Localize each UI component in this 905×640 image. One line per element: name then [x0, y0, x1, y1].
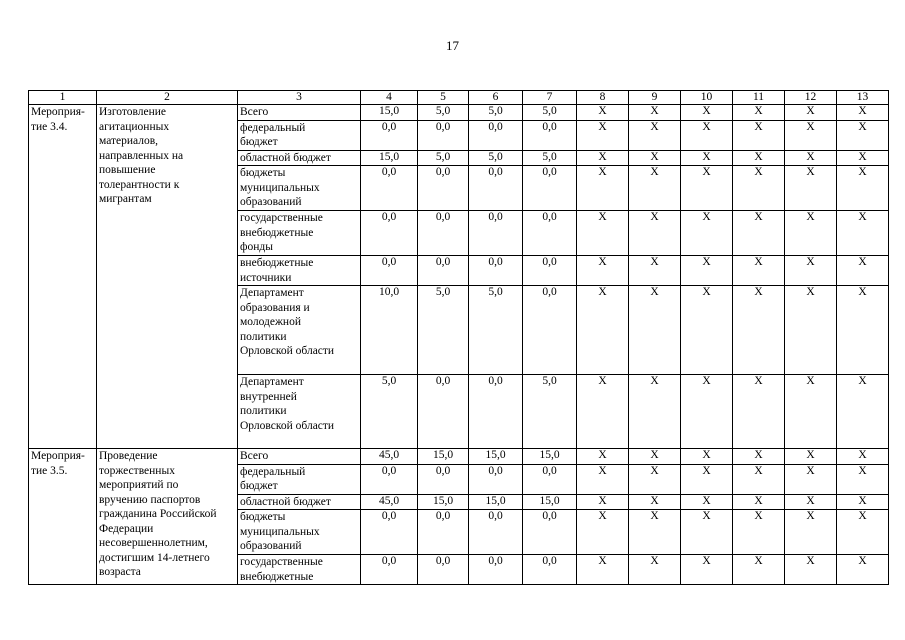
amount-cell — [418, 150, 469, 166]
x-mark: X — [650, 256, 659, 268]
x-mark-cell — [785, 375, 837, 449]
amount-value: 0,0 — [435, 256, 451, 268]
x-mark-cell — [733, 256, 785, 286]
x-mark-cell — [629, 105, 681, 121]
x-mark-cell — [785, 555, 837, 585]
x-mark: X — [598, 211, 607, 223]
amount-cell — [523, 555, 577, 585]
x-mark-cell — [629, 464, 681, 494]
amount-value: 15,0 — [485, 449, 506, 461]
x-mark: X — [650, 449, 659, 461]
x-mark-cell — [577, 494, 629, 510]
amount-value: 0,0 — [435, 120, 451, 133]
x-mark: X — [806, 105, 815, 117]
amount-cell — [418, 375, 469, 449]
x-mark: X — [598, 105, 607, 117]
x-mark: X — [650, 464, 659, 477]
amount-cell — [523, 494, 577, 510]
amount-cell — [361, 120, 418, 150]
x-mark-cell — [681, 286, 733, 375]
x-mark: X — [598, 464, 607, 477]
x-mark-cell — [837, 166, 889, 211]
amount-value: 45,0 — [378, 449, 400, 461]
funding-source: бюджеты муниципальных образований — [238, 510, 361, 555]
header-row — [29, 91, 889, 105]
amount-cell — [361, 375, 418, 449]
x-mark: X — [806, 120, 815, 133]
x-mark: X — [650, 510, 659, 522]
x-mark: X — [806, 256, 815, 268]
x-mark: X — [806, 166, 815, 178]
x-mark-cell — [785, 256, 837, 286]
x-mark-cell — [681, 464, 733, 494]
amount-cell — [361, 449, 418, 465]
x-mark-cell — [785, 105, 837, 121]
x-mark-cell — [577, 286, 629, 375]
x-mark: X — [650, 286, 659, 298]
table-row — [29, 105, 889, 121]
x-mark: X — [598, 150, 607, 163]
amount-value: 0,0 — [381, 555, 397, 567]
x-mark-cell — [629, 286, 681, 375]
x-mark-cell — [629, 150, 681, 166]
amount-cell — [523, 464, 577, 494]
x-mark: X — [702, 211, 711, 223]
amount-value: 5,0 — [488, 105, 503, 117]
amount-cell — [469, 120, 523, 150]
x-mark: X — [858, 510, 867, 522]
x-mark-cell — [577, 510, 629, 555]
x-mark: X — [754, 494, 763, 507]
amount-value: 0,0 — [542, 286, 557, 298]
amount-cell — [418, 256, 469, 286]
amount-value: 5,0 — [542, 105, 557, 117]
budget-table — [28, 90, 889, 585]
x-mark-cell — [681, 555, 733, 585]
amount-cell — [361, 150, 418, 166]
x-mark: X — [702, 449, 711, 461]
funding-source: Департамент внутренней политики Орловской области — [238, 375, 361, 449]
x-mark-cell — [681, 150, 733, 166]
x-mark: X — [806, 555, 815, 567]
x-mark-cell — [837, 449, 889, 465]
amount-cell — [418, 464, 469, 494]
x-mark-cell — [733, 510, 785, 555]
x-mark-cell — [629, 510, 681, 555]
x-mark: X — [858, 150, 867, 163]
x-mark: X — [598, 375, 607, 387]
amount-cell — [418, 211, 469, 256]
column-header: 11 — [733, 91, 785, 105]
x-mark-cell — [785, 449, 837, 465]
amount-value: 0,0 — [488, 510, 503, 522]
x-mark: X — [754, 166, 763, 178]
amount-value: 5,0 — [435, 105, 451, 117]
measure-name: Проведение торжественных мероприятий по вручению паспортов гражданина Российской Федерации несовершеннолетним, достигшим 14-летнего возраста — [97, 449, 238, 585]
amount-value: 0,0 — [542, 256, 557, 268]
amount-cell — [361, 256, 418, 286]
x-mark: X — [806, 494, 815, 507]
x-mark: X — [754, 375, 763, 387]
x-mark-cell — [733, 555, 785, 585]
x-mark-cell — [577, 449, 629, 465]
amount-cell — [523, 375, 577, 449]
x-mark-cell — [733, 286, 785, 375]
x-mark-cell — [629, 494, 681, 510]
column-header: 9 — [629, 91, 681, 105]
amount-value: 0,0 — [488, 211, 503, 223]
x-mark-cell — [837, 150, 889, 166]
amount-value: 10,0 — [378, 286, 400, 298]
x-mark-cell — [629, 449, 681, 465]
amount-value: 0,0 — [381, 510, 397, 522]
amount-cell — [361, 510, 418, 555]
x-mark-cell — [837, 105, 889, 121]
amount-cell — [523, 211, 577, 256]
x-mark-cell — [577, 375, 629, 449]
x-mark: X — [650, 494, 659, 507]
amount-cell — [469, 105, 523, 121]
amount-value: 5,0 — [488, 286, 503, 298]
x-mark-cell — [629, 375, 681, 449]
x-mark-cell — [629, 211, 681, 256]
x-mark: X — [754, 256, 763, 268]
x-mark-cell — [837, 120, 889, 150]
x-mark: X — [702, 256, 711, 268]
x-mark-cell — [577, 555, 629, 585]
x-mark-cell — [785, 150, 837, 166]
x-mark-cell — [837, 555, 889, 585]
amount-cell — [469, 166, 523, 211]
x-mark: X — [806, 211, 815, 223]
funding-source: Всего — [238, 449, 361, 465]
amount-value: 0,0 — [435, 555, 451, 567]
x-mark-cell — [785, 211, 837, 256]
amount-value: 0,0 — [381, 464, 397, 477]
column-header: 7 — [523, 91, 577, 105]
x-mark-cell — [681, 494, 733, 510]
amount-value: 5,0 — [542, 150, 557, 163]
x-mark-cell — [837, 375, 889, 449]
x-mark: X — [702, 166, 711, 178]
column-header: 3 — [238, 91, 361, 105]
amount-value: 0,0 — [542, 555, 557, 567]
x-mark: X — [598, 449, 607, 461]
x-mark: X — [754, 211, 763, 223]
x-mark: X — [754, 120, 763, 133]
x-mark: X — [598, 510, 607, 522]
page-number: 17 — [446, 38, 459, 53]
x-mark-cell — [837, 494, 889, 510]
amount-value: 0,0 — [542, 211, 557, 223]
x-mark: X — [754, 105, 763, 117]
x-mark-cell — [837, 256, 889, 286]
x-mark: X — [702, 105, 711, 117]
amount-value: 0,0 — [542, 510, 557, 522]
column-header: 13 — [837, 91, 889, 105]
x-mark-cell — [785, 286, 837, 375]
amount-value: 15,0 — [432, 449, 454, 461]
x-mark-cell — [837, 464, 889, 494]
amount-value: 0,0 — [542, 464, 557, 477]
x-mark: X — [702, 510, 711, 522]
x-mark-cell — [733, 105, 785, 121]
amount-cell — [361, 105, 418, 121]
amount-value: 5,0 — [488, 150, 503, 163]
x-mark-cell — [629, 120, 681, 150]
x-mark-cell — [733, 464, 785, 494]
amount-value: 15,0 — [539, 449, 560, 461]
x-mark-cell — [837, 510, 889, 555]
x-mark: X — [858, 166, 867, 178]
x-mark: X — [858, 449, 867, 461]
amount-value: 0,0 — [435, 510, 451, 522]
x-mark: X — [702, 375, 711, 387]
amount-cell — [469, 150, 523, 166]
x-mark: X — [650, 105, 659, 117]
amount-cell — [469, 555, 523, 585]
amount-value: 15,0 — [378, 105, 400, 117]
x-mark-cell — [577, 464, 629, 494]
amount-value: 15,0 — [539, 494, 560, 507]
x-mark: X — [858, 211, 867, 223]
x-mark-cell — [837, 211, 889, 256]
amount-value: 0,0 — [488, 256, 503, 268]
column-header: 2 — [97, 91, 238, 105]
amount-cell — [469, 494, 523, 510]
x-mark: X — [650, 555, 659, 567]
column-header: 8 — [577, 91, 629, 105]
x-mark: X — [754, 555, 763, 567]
x-mark-cell — [681, 375, 733, 449]
amount-value: 0,0 — [435, 464, 451, 477]
amount-value: 15,0 — [378, 150, 400, 163]
x-mark: X — [598, 120, 607, 133]
funding-source: областной бюджет — [238, 494, 361, 510]
x-mark-cell — [577, 150, 629, 166]
amount-cell — [523, 256, 577, 286]
amount-cell — [469, 375, 523, 449]
amount-cell — [418, 510, 469, 555]
x-mark-cell — [733, 449, 785, 465]
amount-value: 5,0 — [435, 286, 451, 298]
amount-cell — [361, 211, 418, 256]
amount-cell — [469, 256, 523, 286]
x-mark-cell — [681, 449, 733, 465]
x-mark: X — [754, 464, 763, 477]
amount-cell — [469, 464, 523, 494]
x-mark: X — [858, 375, 867, 387]
funding-source: государственные внебюджетные фонды — [238, 211, 361, 256]
x-mark-cell — [629, 555, 681, 585]
x-mark: X — [650, 150, 659, 163]
amount-cell — [361, 494, 418, 510]
x-mark: X — [598, 494, 607, 507]
table-body — [29, 105, 889, 585]
amount-value: 0,0 — [542, 120, 557, 133]
amount-cell — [418, 120, 469, 150]
x-mark: X — [858, 555, 867, 567]
x-mark: X — [702, 150, 711, 163]
funding-source: федеральный бюджет — [238, 464, 361, 494]
x-mark-cell — [629, 256, 681, 286]
amount-cell — [523, 105, 577, 121]
x-mark: X — [858, 105, 867, 117]
column-header: 5 — [418, 91, 469, 105]
x-mark-cell — [681, 105, 733, 121]
measure-name: Изготовление агитационных материалов, направленных на повышение толерантности к мигрантам — [97, 105, 238, 449]
x-mark: X — [650, 211, 659, 223]
amount-value: 5,0 — [542, 375, 557, 387]
x-mark: X — [806, 510, 815, 522]
measure-number: Мероприя- тие 3.4. — [29, 105, 97, 449]
amount-value: 45,0 — [378, 494, 400, 507]
x-mark-cell — [577, 211, 629, 256]
x-mark: X — [754, 286, 763, 298]
amount-cell — [523, 150, 577, 166]
x-mark-cell — [733, 120, 785, 150]
x-mark-cell — [681, 120, 733, 150]
amount-cell — [523, 286, 577, 375]
x-mark-cell — [733, 375, 785, 449]
x-mark: X — [806, 150, 815, 163]
amount-value: 0,0 — [435, 375, 451, 387]
amount-value: 0,0 — [381, 256, 397, 268]
x-mark: X — [702, 555, 711, 567]
x-mark: X — [598, 555, 607, 567]
funding-source: областной бюджет — [238, 150, 361, 166]
x-mark: X — [754, 449, 763, 461]
funding-source: Всего — [238, 105, 361, 121]
funding-source: бюджеты муниципальных образований — [238, 166, 361, 211]
amount-cell — [469, 449, 523, 465]
amount-value: 5,0 — [381, 375, 397, 387]
amount-value: 0,0 — [488, 120, 503, 133]
x-mark: X — [858, 256, 867, 268]
amount-cell — [523, 449, 577, 465]
amount-cell — [361, 286, 418, 375]
x-mark: X — [858, 494, 867, 507]
x-mark-cell — [629, 166, 681, 211]
x-mark: X — [702, 120, 711, 133]
x-mark-cell — [733, 166, 785, 211]
amount-cell — [418, 449, 469, 465]
amount-cell — [418, 286, 469, 375]
column-header: 12 — [785, 91, 837, 105]
column-header: 1 — [29, 91, 97, 105]
x-mark-cell — [785, 494, 837, 510]
x-mark-cell — [733, 211, 785, 256]
amount-cell — [418, 555, 469, 585]
amount-cell — [418, 166, 469, 211]
x-mark-cell — [577, 166, 629, 211]
amount-cell — [418, 105, 469, 121]
x-mark-cell — [785, 464, 837, 494]
amount-cell — [523, 166, 577, 211]
amount-value: 15,0 — [485, 494, 506, 507]
x-mark-cell — [733, 150, 785, 166]
funding-source: внебюджетные источники — [238, 256, 361, 286]
amount-cell — [469, 286, 523, 375]
x-mark-cell — [837, 286, 889, 375]
amount-value: 0,0 — [488, 375, 503, 387]
funding-source: Департамент образования и молодежной политики Орловской области — [238, 286, 361, 375]
x-mark-cell — [785, 120, 837, 150]
amount-value: 0,0 — [488, 464, 503, 477]
x-mark: X — [598, 256, 607, 268]
x-mark: X — [754, 150, 763, 163]
x-mark: X — [858, 464, 867, 477]
x-mark-cell — [681, 510, 733, 555]
x-mark-cell — [785, 166, 837, 211]
amount-value: 0,0 — [488, 555, 503, 567]
x-mark: X — [702, 286, 711, 298]
x-mark: X — [650, 375, 659, 387]
column-header: 10 — [681, 91, 733, 105]
x-mark-cell — [681, 256, 733, 286]
amount-value: 0,0 — [488, 166, 503, 178]
measure-number: Мероприя- тие 3.5. — [29, 449, 97, 585]
x-mark-cell — [577, 105, 629, 121]
x-mark: X — [598, 286, 607, 298]
x-mark: X — [806, 286, 815, 298]
x-mark: X — [598, 166, 607, 178]
x-mark: X — [858, 286, 867, 298]
x-mark-cell — [785, 510, 837, 555]
amount-value: 0,0 — [435, 166, 451, 178]
amount-cell — [361, 555, 418, 585]
amount-cell — [523, 510, 577, 555]
funding-source: государственные внебюджетные — [238, 555, 361, 585]
x-mark: X — [858, 120, 867, 133]
amount-cell — [361, 166, 418, 211]
amount-cell — [523, 120, 577, 150]
x-mark: X — [702, 494, 711, 507]
x-mark-cell — [577, 120, 629, 150]
x-mark: X — [650, 166, 659, 178]
x-mark: X — [806, 464, 815, 477]
amount-value: 0,0 — [381, 166, 397, 178]
x-mark: X — [806, 449, 815, 461]
x-mark-cell — [681, 166, 733, 211]
x-mark-cell — [577, 256, 629, 286]
funding-source: федеральный бюджет — [238, 120, 361, 150]
x-mark: X — [754, 510, 763, 522]
x-mark: X — [806, 375, 815, 387]
column-header: 4 — [361, 91, 418, 105]
x-mark: X — [650, 120, 659, 133]
x-mark: X — [702, 464, 711, 477]
amount-value: 15,0 — [432, 494, 454, 507]
amount-cell — [469, 510, 523, 555]
amount-cell — [469, 211, 523, 256]
amount-value: 0,0 — [435, 211, 451, 223]
amount-value: 0,0 — [381, 211, 397, 223]
table-row — [29, 449, 889, 465]
x-mark-cell — [681, 211, 733, 256]
amount-cell — [361, 464, 418, 494]
amount-cell — [418, 494, 469, 510]
amount-value: 5,0 — [435, 150, 451, 163]
x-mark-cell — [733, 494, 785, 510]
amount-value: 0,0 — [381, 120, 397, 133]
column-header: 6 — [469, 91, 523, 105]
amount-value: 0,0 — [542, 166, 557, 178]
